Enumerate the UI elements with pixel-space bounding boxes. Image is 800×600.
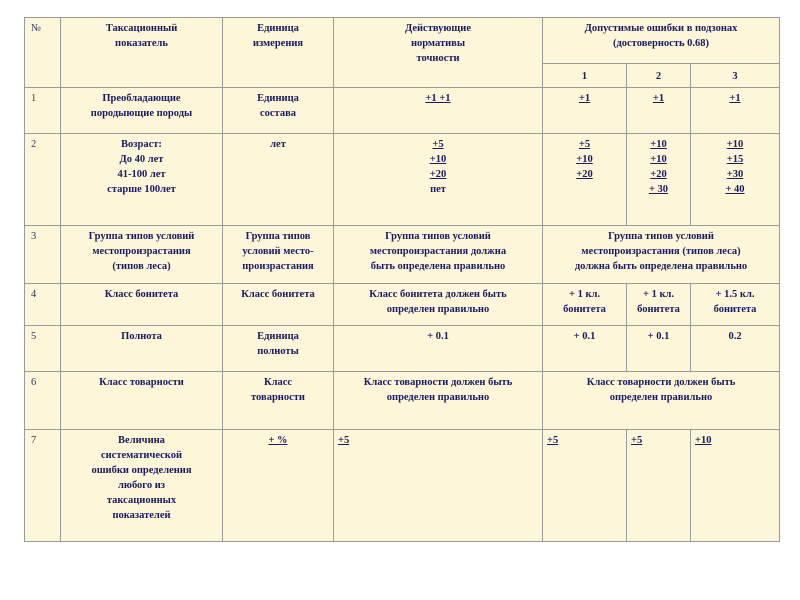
- row-num: 6: [25, 372, 61, 430]
- header-num: №: [25, 18, 61, 88]
- row-indicator: Класс товарности: [61, 372, 223, 430]
- header-subzone-3: 3: [691, 64, 780, 88]
- row-unit: Класс товарности: [223, 372, 334, 430]
- table-sheet: [24, 17, 779, 541]
- row-subzone-2: + 0.1: [627, 326, 691, 372]
- header-indicator: Таксационный показатель: [61, 18, 223, 88]
- row-current-norm: Класс товарности должен быть определен правильно: [334, 372, 543, 430]
- row-indicator: Преобладающие породыющие породы: [61, 88, 223, 134]
- row-subzone-3: 0.2: [691, 326, 780, 372]
- header-subzone-2: 2: [627, 64, 691, 88]
- row-current-norm: + 0.1: [334, 326, 543, 372]
- row-allowed-merged: Класс товарности должен быть определен правильно: [543, 372, 780, 430]
- row-num: 2: [25, 134, 61, 226]
- header-allowed-errors: Допустимые ошибки в подзонах (достоверность 0.68): [543, 18, 780, 64]
- row-current-norm: +5 +10 +20 пет: [334, 134, 543, 226]
- row-current-norm: +5: [334, 430, 543, 542]
- row-subzone-3: + 1.5 кл. бонитета: [691, 284, 780, 326]
- row-indicator: Величина систематической ошибки определения любого из таксационных показателей: [61, 430, 223, 542]
- row-subzone-1: +1: [543, 88, 627, 134]
- row-unit: Группа типов условий место- произрастания: [223, 226, 334, 284]
- taxation-accuracy-table: [24, 17, 780, 542]
- table-row: [25, 134, 780, 226]
- row-indicator: Возраст: До 40 лет 41-100 лет старше 100лет: [61, 134, 223, 226]
- row-unit: + %: [223, 430, 334, 542]
- row-num: 7: [25, 430, 61, 542]
- header-current-norms: Действующие нормативы точности: [334, 18, 543, 88]
- table-row: [25, 284, 780, 326]
- row-num: 3: [25, 226, 61, 284]
- row-indicator: Группа типов условий местопроизрастания (типов леса): [61, 226, 223, 284]
- row-indicator: Класс бонитета: [61, 284, 223, 326]
- header-row: [25, 18, 780, 64]
- row-current-norm: Класс бонитета должен быть определен правильно: [334, 284, 543, 326]
- row-subzone-1: +5 +10 +20: [543, 134, 627, 226]
- row-subzone-3: +10: [691, 430, 780, 542]
- row-current-norm: Группа типов условий местопроизрастания должна быть определена правильно: [334, 226, 543, 284]
- row-num: 1: [25, 88, 61, 134]
- row-indicator: Полнота: [61, 326, 223, 372]
- row-subzone-1: +5: [543, 430, 627, 542]
- row-allowed-merged: Группа типов условий местопроизрастания (типов леса) должна быть определена правильно: [543, 226, 780, 284]
- row-subzone-1: + 1 кл. бонитета: [543, 284, 627, 326]
- row-num: 5: [25, 326, 61, 372]
- row-subzone-3: +1: [691, 88, 780, 134]
- table-row: [25, 430, 780, 542]
- table-row: [25, 226, 780, 284]
- table-row: [25, 372, 780, 430]
- header-unit: Единица измерения: [223, 18, 334, 88]
- row-unit: Класс бонитета: [223, 284, 334, 326]
- row-unit: Единица состава: [223, 88, 334, 134]
- row-subzone-1: + 0.1: [543, 326, 627, 372]
- table-row: [25, 326, 780, 372]
- row-current-norm: +1 +1: [334, 88, 543, 134]
- row-subzone-2: +5: [627, 430, 691, 542]
- row-num: 4: [25, 284, 61, 326]
- row-subzone-2: +10 +10 +20 + 30: [627, 134, 691, 226]
- row-unit: Единица полноты: [223, 326, 334, 372]
- row-subzone-3: +10 +15 +30 + 40: [691, 134, 780, 226]
- row-subzone-2: +1: [627, 88, 691, 134]
- header-subzone-1: 1: [543, 64, 627, 88]
- row-subzone-2: + 1 кл. бонитета: [627, 284, 691, 326]
- table-row: [25, 88, 780, 134]
- row-unit: лет: [223, 134, 334, 226]
